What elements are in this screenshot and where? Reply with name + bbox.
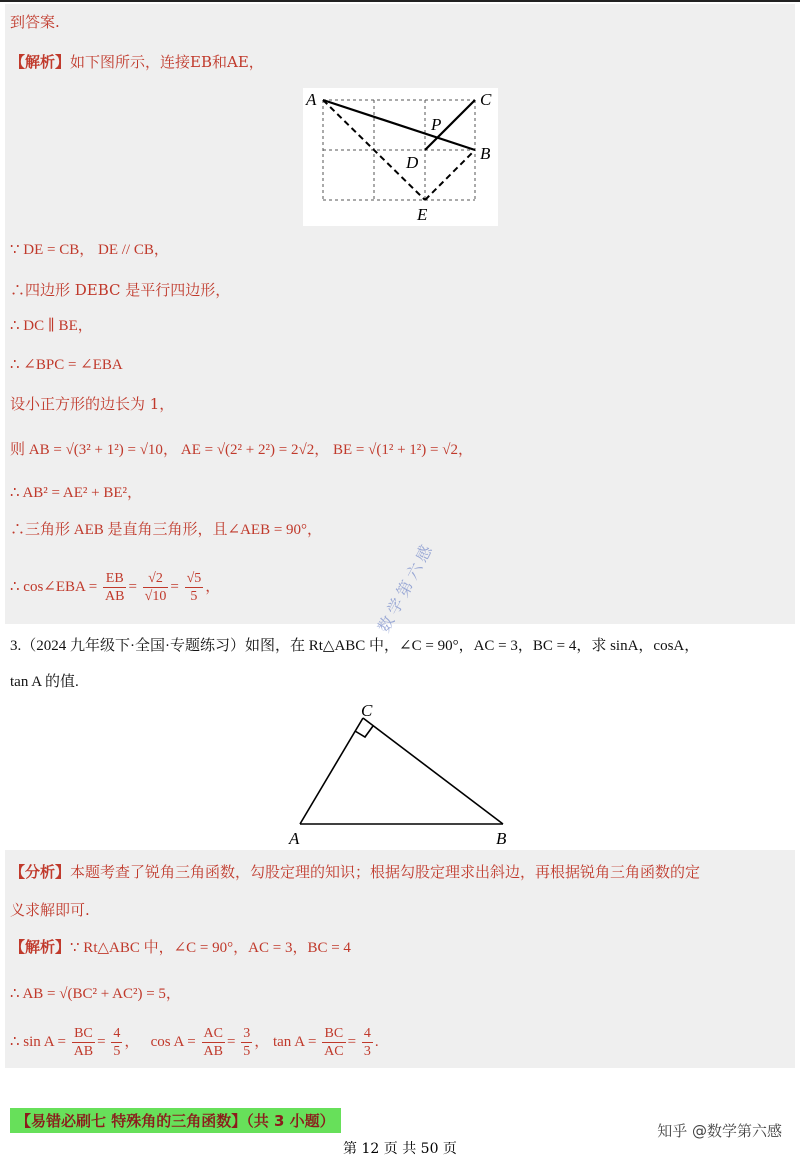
step-5: 设小正方形的边长为 1， xyxy=(10,395,175,413)
cos-a-frac-num: AC xyxy=(203,1026,223,1042)
sin-equals: = xyxy=(97,1034,106,1050)
cos-frac-3 xyxy=(185,570,204,605)
right-triangle-line: ∴三角形 AEB 是直角三角形，且∠AEB = 90°， xyxy=(10,522,323,538)
sin-value xyxy=(111,1025,122,1060)
section-title: 【易错必刷七 特殊角的三角函数】（共 3 小题） xyxy=(10,1108,341,1133)
fig3-label-B: B xyxy=(496,829,507,848)
sin-value-den: 5 xyxy=(113,1044,121,1060)
cos-frac-1 xyxy=(103,570,126,605)
tan-a-value-num: 4 xyxy=(363,1026,371,1042)
solution1-intro-line xyxy=(10,52,264,72)
cos-a-prefix: cos A = xyxy=(150,1034,196,1050)
step-2: ∴四边形 DEBC 是平行四边形， xyxy=(10,281,231,299)
pythagoras-line: ∴ AB² = AE² + BE²， xyxy=(10,485,143,501)
sin-frac xyxy=(72,1025,95,1060)
cos-frac-2 xyxy=(143,570,169,605)
cos-frac-1-num: EB xyxy=(103,570,126,588)
analysis-line1 xyxy=(10,862,700,882)
fig1-label-D: D xyxy=(406,153,419,172)
triangle-figure xyxy=(285,698,525,848)
fig3-label-A: A xyxy=(289,829,300,848)
top-line: 到答案. xyxy=(10,13,60,31)
top-rule xyxy=(0,0,800,2)
fig1-label-P: P xyxy=(431,115,442,134)
cos-frac-2-den: √10 xyxy=(144,589,167,605)
sin-prefix: ∴ sin A = xyxy=(10,1034,66,1050)
cos-a-frac xyxy=(202,1025,225,1060)
length-ae: AE = √(2² + 2²) = 2√2 xyxy=(180,442,315,458)
solution3-label: 【解析】 xyxy=(10,940,71,956)
cos-a-frac-den: AB xyxy=(203,1044,223,1060)
cos-a-value xyxy=(241,1025,252,1060)
site-logo: 知乎 @数学第六感 xyxy=(657,1122,782,1140)
tan-a-value-den: 3 xyxy=(363,1044,371,1060)
solution3-ab: ∴ AB = √(BC² + AC²) = 5， xyxy=(10,986,181,1002)
sin-frac-den: AB xyxy=(73,1044,94,1060)
fig1-label-C: C xyxy=(480,90,492,109)
tan-a-frac-num: BC xyxy=(322,1025,345,1043)
watermark: 数学第六感 xyxy=(374,538,438,636)
problem3-line2: tan A 的值. xyxy=(10,674,79,690)
fig3-label-C: C xyxy=(361,701,373,720)
tan-a-value xyxy=(362,1025,373,1060)
cos-frac-1-den: AB xyxy=(105,589,125,605)
tan-a-frac-den: AC xyxy=(324,1044,344,1060)
solution3-given xyxy=(10,938,351,958)
fig1-label-A: A xyxy=(306,90,317,109)
cos-frac-3-den: 5 xyxy=(190,589,198,605)
cos-frac-3-num: √5 xyxy=(186,571,202,587)
grid-figure xyxy=(303,88,498,226)
cos-a-value-num: 3 xyxy=(243,1026,251,1042)
analysis-line2: 义求解即可. xyxy=(10,901,90,919)
cos-line: ∴ cos∠EBA = $\frac{EB}{AB}$ = $\frac{√2}{√10}$ = $\frac{√5}{5}$ ， xyxy=(10,571,221,605)
step-1: ∵ DE = CB， DE // CB， xyxy=(10,242,169,258)
step-4: ∴ ∠BPC = ∠EBA xyxy=(10,357,123,373)
solution1-label: 【解析】 xyxy=(10,53,71,71)
solution3-final: ∴ sin A = $\frac{BC}{AB}$ = $\frac{4}{5}$ ， cos A = $\frac{AC}{AB}$ = $\frac{3}{5}$ ， tan A = $\frac{BC}{AC}$ = $\frac{4}{3}$ . xyxy=(10,1026,379,1060)
fig1-label-B: B xyxy=(480,144,491,163)
sin-frac-num: BC xyxy=(72,1025,95,1043)
analysis-label: 【分析】 xyxy=(10,863,71,881)
problem3-line1: 3.（2024 九年级下·全国·专题练习）如图，在 Rt△ABC 中，∠C = 90°，AC = 3，BC = 4，求 sinA，cosA， xyxy=(10,638,700,654)
fig1-label-E: E xyxy=(417,205,428,224)
length-prefix: 则 xyxy=(10,442,26,458)
analysis-text-1: 本题考查了锐角三角函数，勾股定理的知识；根据勾股定理求出斜边，再根据锐角三角函数的定 xyxy=(70,863,701,881)
page-footer: 第 12 页 共 50 页 xyxy=(343,1141,457,1157)
solution1-intro: 如下图所示，连接EB和AE， xyxy=(70,53,264,71)
length-line: 则 AB = √(3² + 1²) = √10， AE = √(2² + 2²) = 2√2， BE = √(1² + 1²) = √2， xyxy=(10,442,473,458)
tan-a-prefix: tan A = xyxy=(272,1034,317,1050)
cos-prefix: ∴ cos∠EBA = xyxy=(10,579,98,595)
step-3: ∴ DC ∥ BE， xyxy=(10,318,93,334)
sin-value-num: 4 xyxy=(113,1026,121,1042)
length-be: BE = √(1² + 1²) = √2 xyxy=(332,442,458,458)
solution3-given-text: ∵ Rt△ABC 中，∠C = 90°，AC = 3，BC = 4 xyxy=(70,940,351,956)
length-ab: AB = √(3² + 1²) = √10 xyxy=(28,442,163,458)
tan-a-frac xyxy=(322,1025,345,1060)
cos-frac-2-num: √2 xyxy=(143,570,169,588)
cos-a-value-den: 5 xyxy=(243,1044,251,1060)
